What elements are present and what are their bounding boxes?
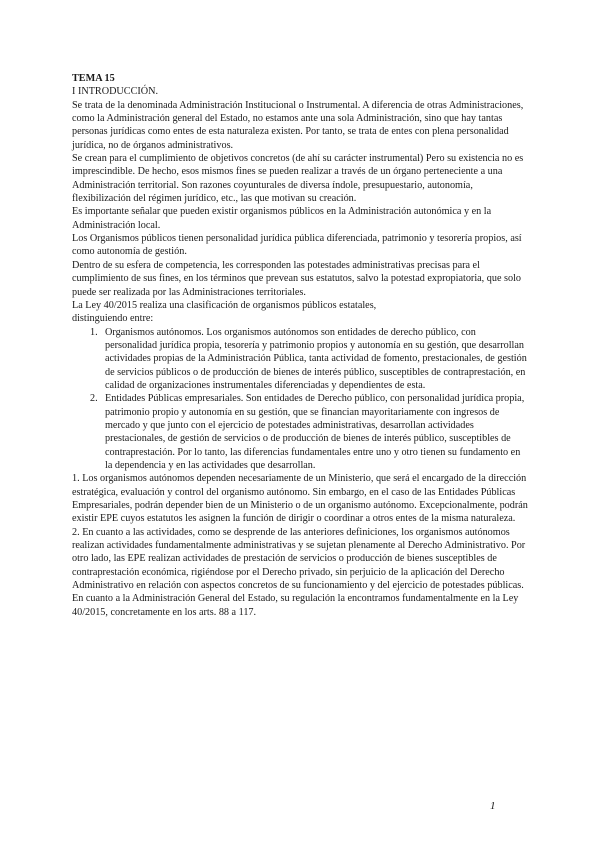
paragraph: La Ley 40/2015 realiza una clasificación de organismos públicos estatales, <box>72 299 377 311</box>
paragraph: 1. Los organismos autónomos dependen necesariamente de un Ministerio, que será el encargado de la dirección estratégica, evaluación y control del organismo autónomo. Sin embargo, en el caso de las Entidades Públicas Empresariales, podrán depender bien de un Ministerio o de un organismo autónomo. Excepcionalmente, podrán existir EPE cuyos estatutos les asignen la función de dirigir o coordinar a otros entes de la misma naturaleza. <box>72 473 528 525</box>
list-item <box>72 326 530 393</box>
list-item-text: Entidades Públicas empresariales. Son entidades de Derecho público, con personalidad jurídica propia, patrimonio propio y autonomía en su gestión, que se financian mayoritariamente con ingresos de mercado y que junto con el ejercicio de potestades administrativas, desarrollan actividades prestacionales, de gestión de servicios o de producción de bienes de interés público, susceptibles de contraprestación. Por lo tanto, las diferencias fundamentales entre uno y otro tienen su fundamento en la dependencia y en las actividades que desarrollan. <box>105 393 525 471</box>
document-title: TEMA 15 <box>72 73 115 84</box>
list-item-text: Organismos autónomos. Los organismos autónomos son entidades de derecho público, con personalidad jurídica propia, tesorería y patrimonio propios y autonomía en su gestión, que desarrollan actividades propias de la Administración Pública, tanta actividad de fomento, prestacionales, de gestión de servicios públicos o de producción de bienes de interés público, susceptibles de contraprestación, en calidad de organizaciones instrumentales diferenciadas y dependientes de esta. <box>105 326 527 391</box>
section-heading: I INTRODUCCIÓN. <box>72 86 159 98</box>
paragraph: distinguiendo entre: <box>72 313 154 325</box>
paragraph: Los Organismos públicos tienen personalidad jurídica pública diferenciada, patrimonio y tesorería propios, así como autonomía de gestión. <box>72 233 522 258</box>
list-item-number: 2. <box>90 393 98 405</box>
list-item-number: 1. <box>90 326 98 338</box>
paragraph: Se trata de la denominada Administración Institucional o Instrumental. A diferencia de otras Administraciones, como la Administración general del Estado, no estamos ante una sola Administración, sino que hay tantas personas jurídicas como entes de esta naturaleza existen. Por tanto, se trata de entes con plena personalidad jurídica, no de órganos administrativos. <box>72 99 524 151</box>
document-body <box>72 72 530 619</box>
paragraph: Dentro de su esfera de competencia, les corresponden las potestades administrativas precisas para el cumplimiento de sus fines, en los términos que prevean sus estatutos, salvo la potestad expropiatoria, que solo puede ser realizada por las Administraciones territoriales. <box>72 259 522 298</box>
paragraph: Es importante señalar que pueden existir organismos públicos en la Administración autonómica y en la Administración local. <box>72 206 492 231</box>
paragraph: Se crean para el cumplimiento de objetivos concretos (de ahí su carácter instrumental) Pero su existencia no es imprescindible. De hecho, esos mismos fines se pueden realizar a través de un órgano perteneciente a una Administración territorial. Son razones coyunturales de diversa índole, presupuestario, autonomía, flexibilización del régimen jurídico, etc., las que motivan su creación. <box>72 153 524 205</box>
numbered-list <box>72 326 530 473</box>
paragraph: 2. En cuanto a las actividades, como se desprende de las anteriores definiciones, los organismos autónomos realizan actividades fundamentalmente administrativas y se sujetan plenamente al Derecho Administrativo. Por otro lado, las EPE realizan actividades de prestación de servicios o producción de bienes susceptibles de contraprestación económica, rigiéndose por el Derecho privado, sin perjuicio de la aplicación del Derecho Administrativo en relación con aspectos concretos de su funcionamiento y del ejercicio de potestades públicas. En cuanto a la Administración General del Estado, su regulación la encontramos fundamentalmente en la Ley 40/2015, concretamente en los arts. 88 a 117. <box>72 526 526 618</box>
list-item <box>72 392 530 472</box>
page-number: 1 <box>490 800 496 812</box>
